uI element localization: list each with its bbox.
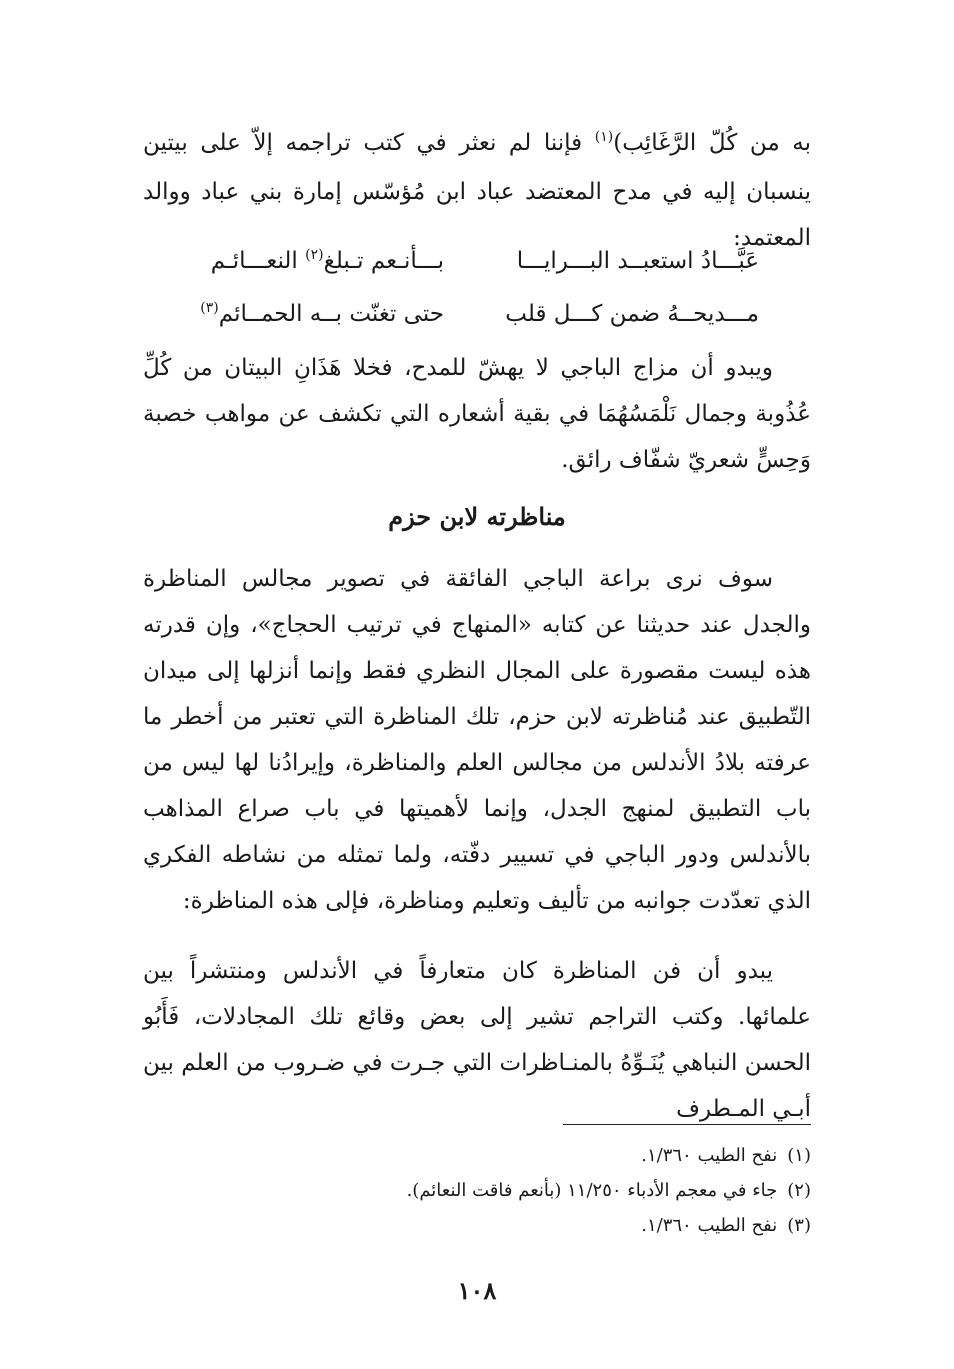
footnote-ref-3[interactable]: (٣) [200,300,219,316]
footnote-ref-2[interactable]: (٢) [305,247,324,263]
intro-text-b: فإننا لم نعثر في كتب تراجمه إلاّ على بيتين ينسبان إليه في مدح المعتضد عباد ابن مُؤسّس إمارة بني عباد ووالد المعتمد: [143,130,811,251]
verse-1-second-text-after: النعـــائـم [210,248,306,274]
footnote-ref-1[interactable]: (١) [594,129,614,145]
body-paragraph-2-text: يبدو أن فن المناظرة كان متعارفاً في الأندلس ومنتشراً بين علمائها. وكتب التراجم تشير إلى بعض وقائع تلك المجادلات، فَأَبُو الحسن النباهي يُنَـوِّهُ بالمنـاظرات التي جـرت في ضـروب من العلم بين أبـي المـطرف [143,958,811,1122]
page-number: ١٠٨ [457,1276,497,1305]
paragraph-after-verse-text: ويبدو أن مزاج الباجي لا يهشّ للمدح، فخلا هَذَانِ البيتان من كُلِّ عُذُوبة وجمال نَلْمَسُهُمَا في بقية أشعاره التي تكشف عن مواهب خصبة وَحِسٍّ شعريّ شفّاف رائق. [143,355,811,473]
verse-2-first-hemistich: مـــديحــهُ ضمن كـــل قلب [505,301,759,327]
footnote-3-number: (٣) [787,1215,811,1236]
verse-2-second-text: حتى تغنّت بــه الحمــائم [218,301,444,327]
footnote-2-number: (٢) [787,1180,811,1201]
body-paragraph-2 [143,948,811,1132]
footnote-2 [143,1173,811,1208]
verse-line-2 [194,289,759,342]
paragraph-after-verse [143,345,811,483]
footnote-3 [143,1208,811,1243]
footnote-1-text: نفح الطيب ١/٣٦٠. [641,1145,778,1166]
verse-1-second-hemistich [194,236,444,289]
verse-1-second-text: بـــأنـعم تـبلغ [323,248,444,274]
footnote-3-text: نفح الطيب ١/٣٦٠. [641,1215,778,1236]
verse-line-1 [194,236,759,289]
footnote-1 [143,1138,811,1173]
intro-text-a: به من كُلّ الرَّغَائِب) [613,130,811,156]
body-paragraph-1 [143,556,811,924]
footnotes [143,1138,811,1243]
footnote-2-text: جاء في معجم الأدباء ١١/٢٥٠ (بأنعم فاقت النعائم). [406,1180,778,1201]
footnote-1-number: (١) [787,1145,811,1166]
section-heading: مناظرته لابن حزم [388,502,566,531]
poem-verses [194,236,759,342]
verse-2-second-hemistich [194,289,444,342]
verse-1-first-hemistich: عَبَّـــادُ استعبــد البـــرايـــا [516,248,759,274]
body-paragraph-1-text: سوف نرى براعة الباجي الفائقة في تصوير مجالس المناظرة والجدل عند حديثنا عن كتابه «المنهاج في ترتيب الحجاج»، وإن قدرته هذه ليست مقصورة على المجال النظري فقط وإنما أنزلها إلى ميدان التّطبيق عند مُناظرته لابن حزم، تلك المناظرة التي تعتبر من أخطر ما عرفته بلادُ الأندلس من مجالس العلم والمناظرة، وإيرادُنا لها ليس من باب التطبيق لمنهج الجدل، وإنما لأهميتها في باب صراع المذاهب بالأندلس ودور الباجي في تسيير دفّته، ولما تمثله من نشاطه الفكري الذي تعدّدت جوانبه من تأليف وتعليم ومناظرة، فإلى هذه المناظرة: [143,566,811,914]
footnote-divider [563,1124,811,1125]
